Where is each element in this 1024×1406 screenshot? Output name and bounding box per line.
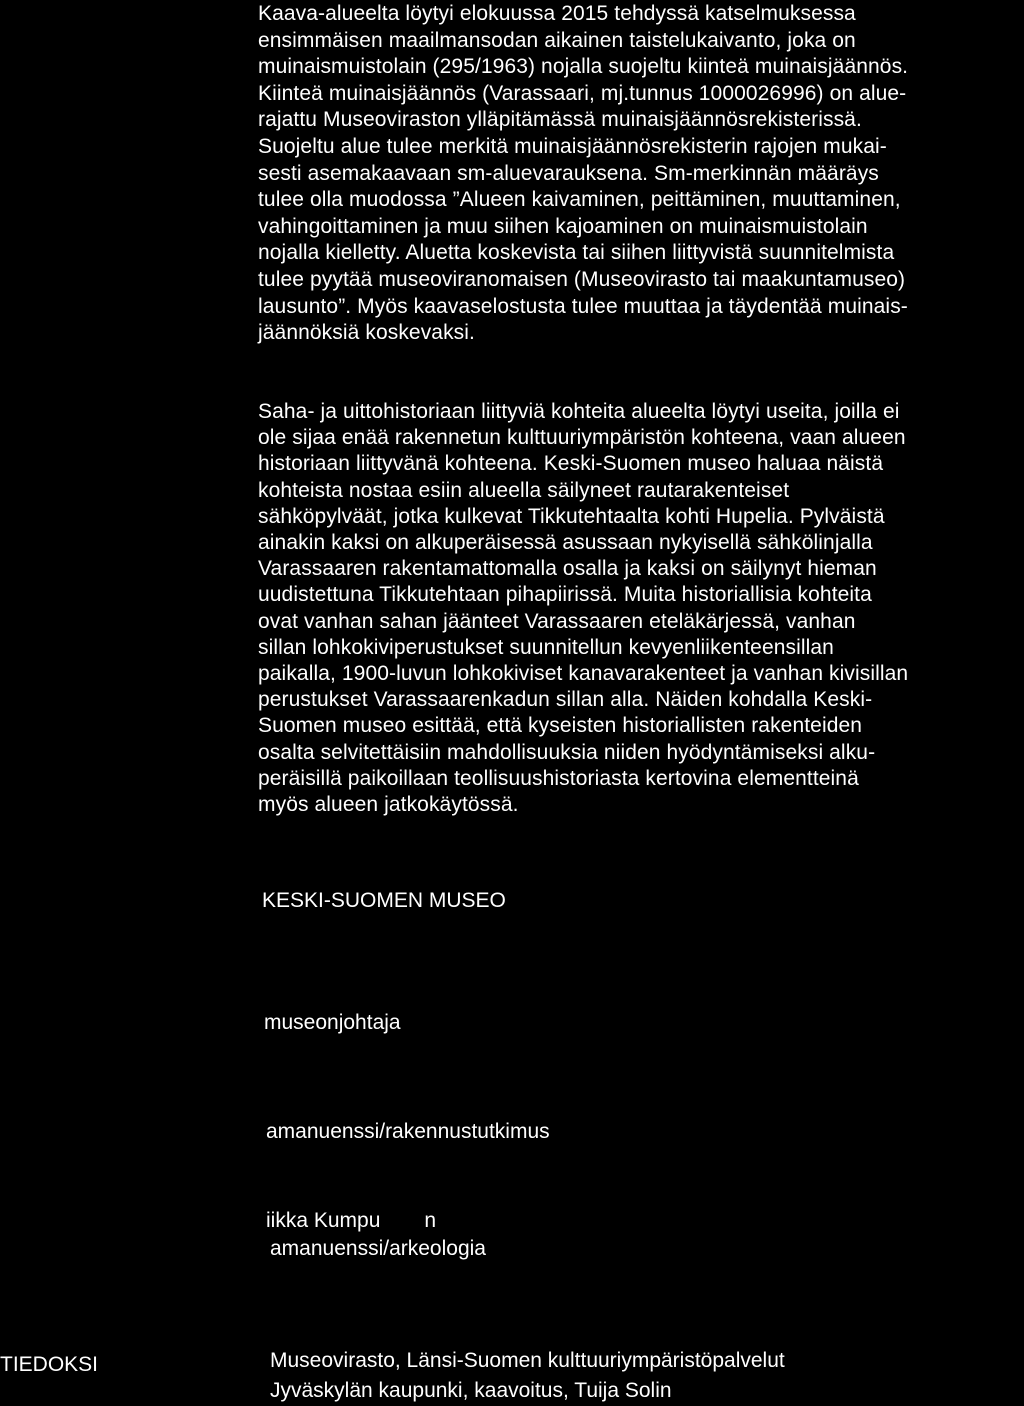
signer-title-archaeology: amanuenssi/arkeologia xyxy=(270,1237,486,1260)
paragraph-heritage-site xyxy=(258,1,1024,347)
signer-title-building-research: amanuenssi/rakennustutkimus xyxy=(266,1120,550,1143)
signer-title-director: museonjohtaja xyxy=(264,1011,401,1034)
text-line: kohteista nostaa esiin alueella säilyneet rautarakenteiset xyxy=(258,478,790,502)
distribution-recipient: Jyväskylän kaupunki, kaavoitus, Tuija Solin xyxy=(270,1379,672,1402)
signer-name xyxy=(266,1208,436,1234)
text-line: ole sijaa enää rakennetun kulttuuriympäristön kohteena, vaan alueen xyxy=(258,426,906,450)
signer-name-part: iikka Kumpu xyxy=(266,1209,381,1232)
text-line: Kiinteä muinaisjäännös (Varassaari, mj.tunnus 1000026996) on alue- xyxy=(258,81,907,105)
organization-name: KESKI-SUOMEN MUSEO xyxy=(262,889,506,912)
text-line: ainakin kaksi on alkuperäisessä asussaan nykyisellä sähkölinjalla xyxy=(258,531,873,555)
distribution-label: TIEDOKSI xyxy=(0,1353,99,1376)
text-line: historiaan liittyvänä kohteena. Keski-Suomen museo haluaa näistä xyxy=(258,452,884,476)
text-line: tulee olla muodossa ”Alueen kaivaminen, peittäminen, muuttaminen, xyxy=(258,188,901,212)
text-line: vahingoittaminen ja muu siihen kajoaminen on muinaismuistolain xyxy=(258,214,868,238)
signer-name-part: n xyxy=(424,1209,437,1232)
text-line: muinaismuistolain (295/1963) nojalla suojeltu kiinteä muinaisjäännös. xyxy=(258,55,909,79)
text-line: sähköpylväät, jotka kulkevat Tikkutehtaalta kohti Hupelia. Pylväistä xyxy=(258,504,885,528)
text-line: paikalla, 1900-luvun lohkokiviset kanavarakenteet ja vanhan kivisillan xyxy=(258,662,909,686)
text-line: nojalla kielletty. Aluetta koskevista tai siihen liittyvistä suunnitelmista xyxy=(258,241,895,265)
paragraph-industrial-history xyxy=(258,399,1024,818)
text-line: lausunto”. Myös kaavaselostusta tulee muuttaa ja täydentää muinais- xyxy=(258,294,908,318)
text-line: tulee pyytää museoviranomaisen (Museovirasto tai maakuntamuseo) xyxy=(258,267,906,291)
text-line: Suojeltu alue tulee merkitä muinaisjäännösrekisterin rajojen mukai- xyxy=(258,134,887,158)
text-line: Suomen museo esittää, että kyseisten historiallisten rakenteiden xyxy=(258,714,863,738)
text-line: ovat vanhan sahan jäänteet Varassaaren eteläkärjessä, vanhan xyxy=(258,609,856,633)
distribution-list xyxy=(270,1346,785,1406)
text-line: sillan lohkokiviperustukset suunnitellun kevyenliikenteensillan xyxy=(258,635,834,659)
text-line: myös alueen jatkokäytössä. xyxy=(258,793,519,817)
text-line: perustukset Varassaarenkadun sillan alla. Näiden kohdalla Keski- xyxy=(258,688,873,712)
text-line: peräisillä paikoillaan teollisuushistoriasta kertovina elementteinä xyxy=(258,766,859,790)
text-line: Kaava-alueelta löytyi elokuussa 2015 tehdyssä katselmuksessa xyxy=(258,2,856,25)
distribution-recipient: Museovirasto, Länsi-Suomen kulttuuriympäristöpalvelut xyxy=(270,1349,785,1372)
text-line: ensimmäisen maailmansodan aikainen taistelukaivanto, joka on xyxy=(258,28,856,52)
text-line: jäännöksiä koskevaksi. xyxy=(258,321,475,345)
text-line: osalta selvitettäisiin mahdollisuuksia niiden hyödyntämiseksi alku- xyxy=(258,740,876,764)
text-line: Varassaaren rakentamattomalla osalla ja kaksi on säilynyt hieman xyxy=(258,557,877,581)
text-line: rajattu Museoviraston ylläpitämässä muinaisjäännösrekisterissä. xyxy=(258,108,862,132)
text-line: uudistettuna Tikkutehtaan pihapiirissä. Muita historiallisia kohteita xyxy=(258,583,872,607)
text-line: sesti asemakaavaan sm-aluevarauksena. Sm-merkinnän määräys xyxy=(258,161,879,185)
text-line: Saha- ja uittohistoriaan liittyviä kohteita alueelta löytyi useita, joilla ei xyxy=(258,400,900,423)
